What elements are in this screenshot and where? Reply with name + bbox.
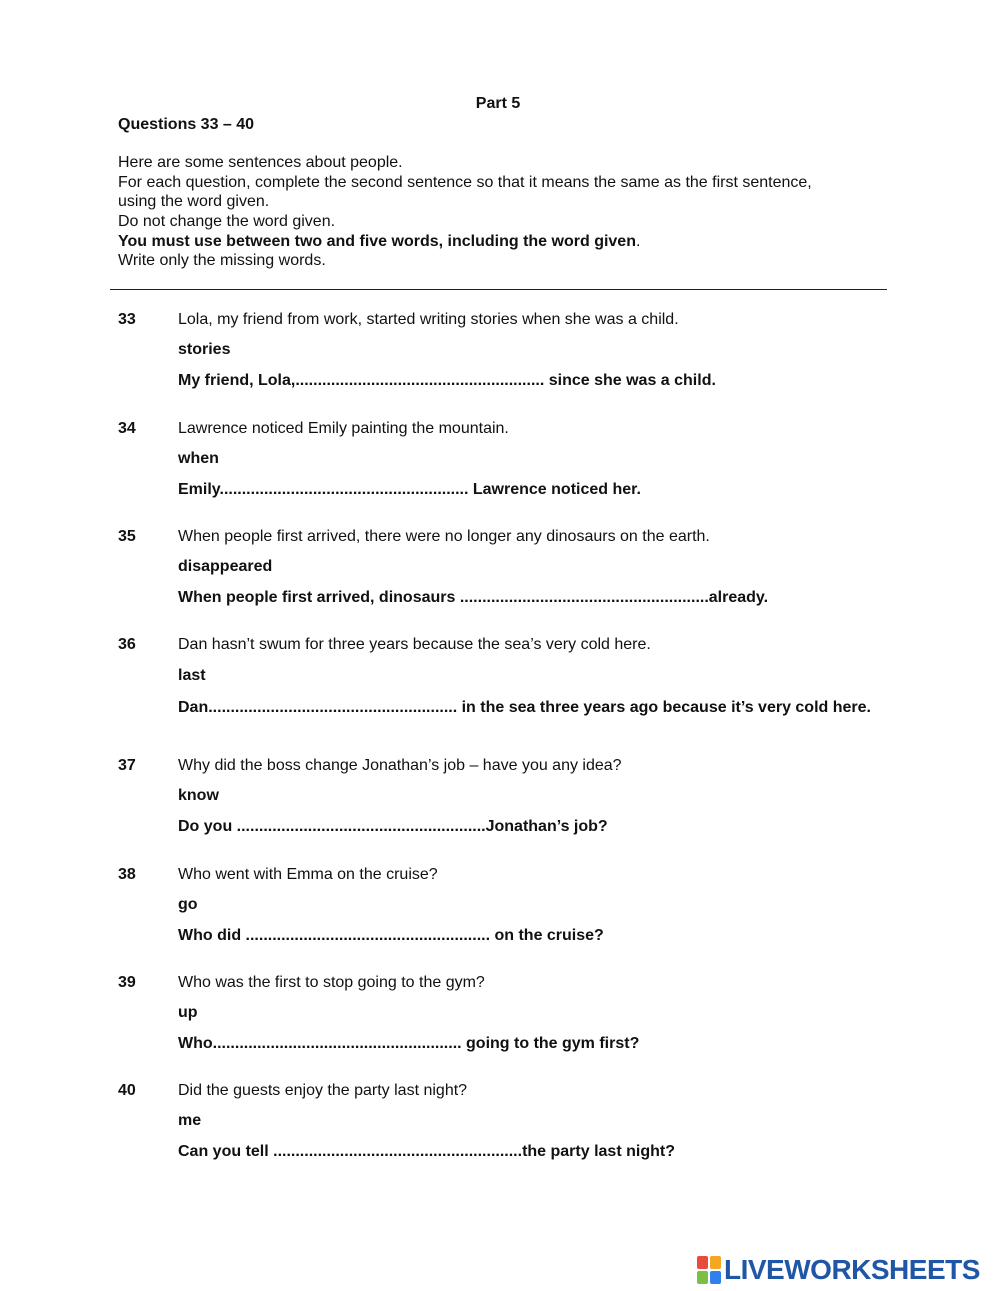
logo-text: LIVEWORKSHEETS [724,1254,980,1285]
question-number: 35 [118,528,136,545]
questions-heading: Questions 33 – 40 [118,116,255,133]
question-sentence: Lawrence noticed Emily painting the mountain. [178,420,509,437]
question-answer-line[interactable]: When people first arrived, dinosaurs ........................................................already. [178,589,769,606]
question-sentence: Who was the first to stop going to the gym? [178,974,485,991]
question-answer-line[interactable]: Can you tell ........................................................the party last night? [178,1143,675,1160]
question-number: 39 [118,974,136,991]
question-answer-line[interactable]: Do you ........................................................Jonathan’s job? [178,818,608,835]
question-answer-line[interactable]: Who did ....................................................... on the cruise? [178,927,604,944]
question-sentence: Lola, my friend from work, started writing stories when she was a child. [178,311,679,328]
question-sentence: When people first arrived, there were no longer any dinosaurs on the earth. [178,528,710,545]
question-key-word: go [178,896,198,913]
question-key-word: up [178,1004,198,1021]
question-answer-line[interactable]: Emily........................................................ Lawrence noticed her. [178,481,641,498]
question-key-word: stories [178,341,231,358]
question-sentence: Dan hasn’t swum for three years because the sea’s very cold here. [178,636,651,653]
question-sentence: Who went with Emma on the cruise? [178,866,438,883]
instruction-line-2b: using the word given. [118,193,270,210]
instruction-emphasis: You must use between two and five words, including the word given [118,233,636,250]
question-number: 37 [118,757,136,774]
question-number: 33 [118,311,136,328]
question-key-word: know [178,787,219,804]
logo-block [697,1271,708,1284]
instruction-period: . [635,233,641,250]
question-key-word: me [178,1112,202,1129]
liveworksheets-logo [697,1255,980,1285]
question-number: 34 [118,420,136,437]
question-sentence: Did the guests enjoy the party last night? [178,1082,468,1099]
question-answer-line[interactable]: Who........................................................ going to the gym first? [178,1035,640,1052]
question-sentence: Why did the boss change Jonathan’s job – have you any idea? [178,757,622,774]
logo-block [697,1256,708,1269]
question-key-word: when [178,450,219,467]
question-answer-line[interactable]: Dan........................................................ in the sea three years ago because it’s very cold here. [178,699,871,716]
question-key-word: disappeared [178,558,273,575]
instruction-line-3: Do not change the word given. [118,213,336,230]
divider [110,289,887,290]
question-key-word: last [178,667,206,684]
question-number: 38 [118,866,136,883]
logo-blocks-icon [697,1256,721,1284]
question-number: 40 [118,1082,136,1099]
instruction-line-4 [118,232,878,252]
instruction-line-5: Write only the missing words. [118,252,326,269]
logo-block [710,1256,721,1269]
part-title: Part 5 [475,95,521,112]
instruction-line-2a: For each question, complete the second sentence so that it means the same as the first sentence, [118,174,812,191]
logo-block [710,1271,721,1284]
question-number: 36 [118,636,136,653]
question-answer-line[interactable]: My friend, Lola,........................................................ since she was a child. [178,372,716,389]
instruction-line-1: Here are some sentences about people. [118,154,403,171]
